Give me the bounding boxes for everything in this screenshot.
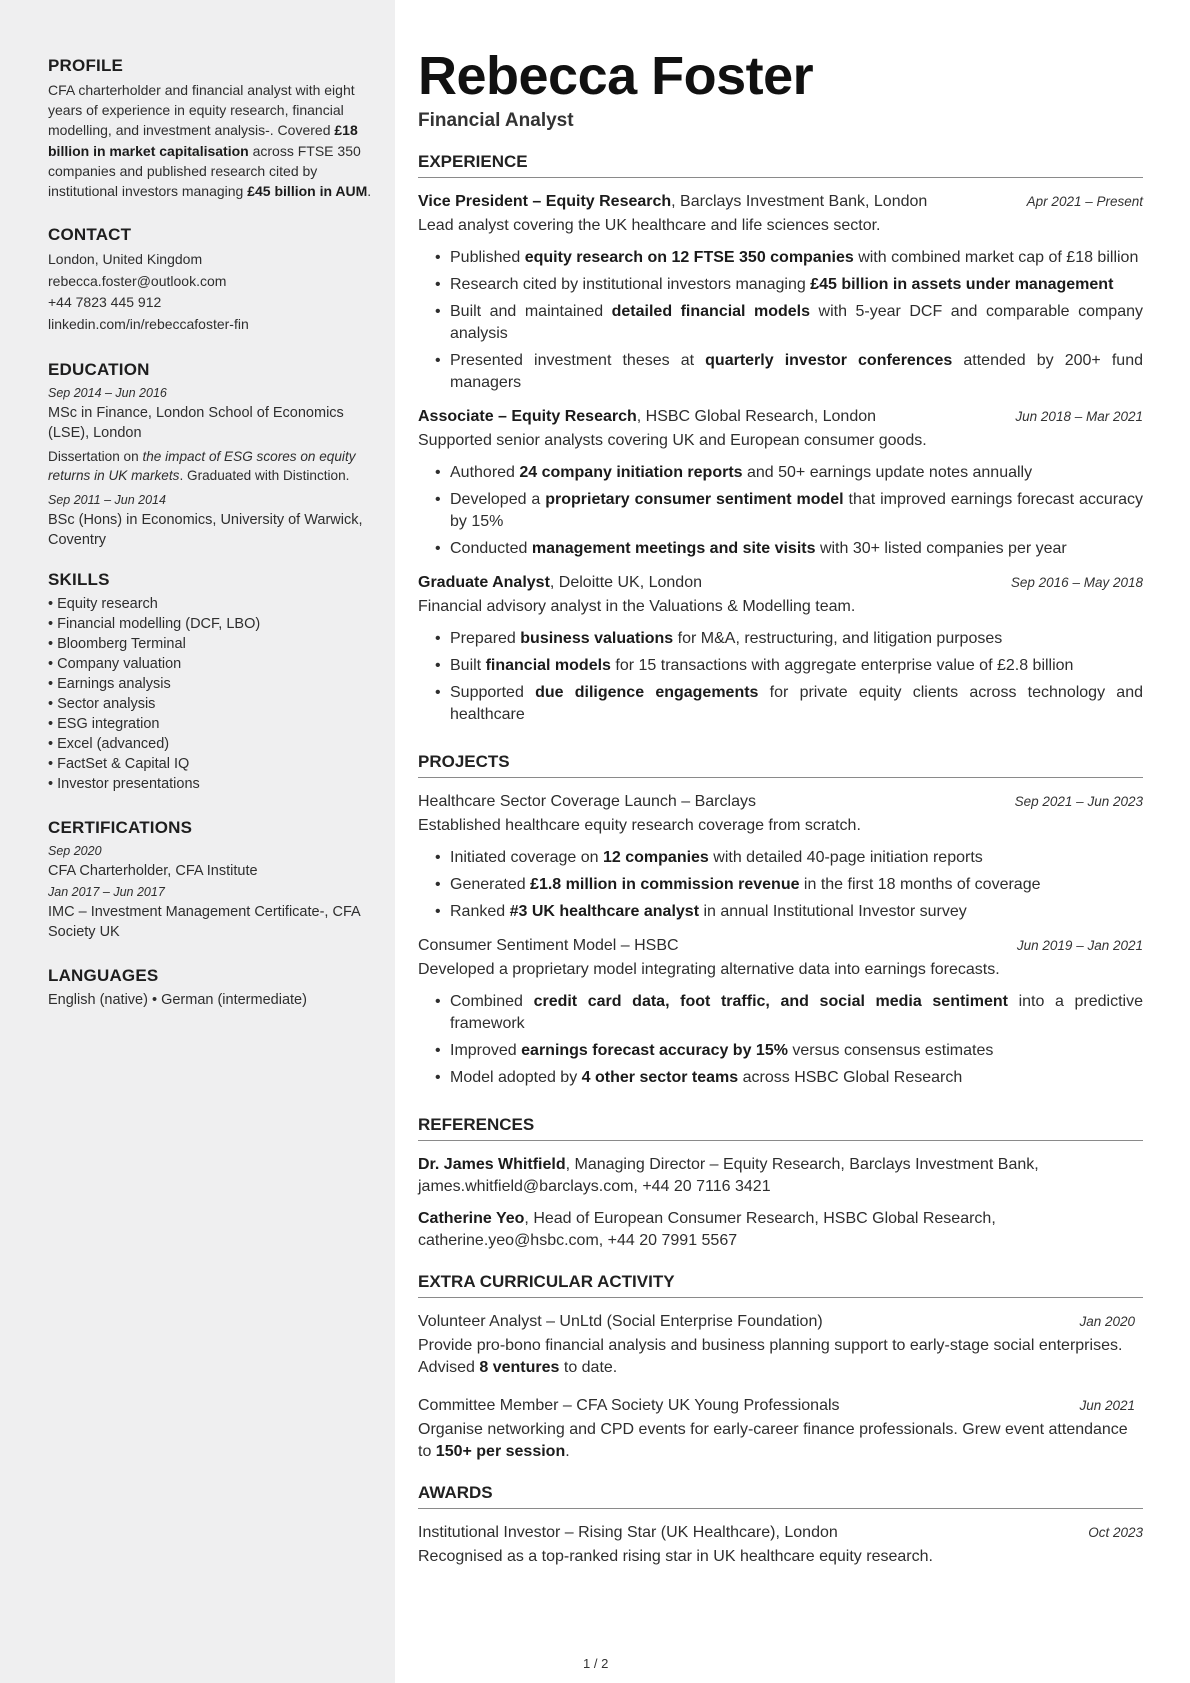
project-title: Healthcare Sector Coverage Launch – Barclays bbox=[418, 793, 756, 810]
bullet-highlight: quarterly investor conferences bbox=[705, 352, 953, 369]
bullet-text: Initiated coverage on bbox=[450, 849, 603, 866]
award-entry bbox=[418, 1522, 1143, 1568]
extracurricular-entry bbox=[418, 1311, 1143, 1379]
references-section bbox=[418, 1115, 1143, 1252]
skills-heading: SKILLS bbox=[48, 569, 110, 589]
bullet-text: Research cited by institutional investors managing bbox=[450, 276, 811, 293]
experience-heading: EXPERIENCE bbox=[418, 152, 1143, 178]
bullet-list bbox=[418, 847, 1143, 923]
bullet-text: attended by 200+ fund managers bbox=[450, 352, 1143, 391]
profile-text bbox=[48, 80, 373, 201]
reference-name: Catherine Yeo bbox=[418, 1210, 525, 1227]
bullet-text: Improved bbox=[450, 1042, 522, 1059]
reference-name: Dr. James Whitfield bbox=[418, 1156, 566, 1173]
bullet-highlight: detailed financial models bbox=[611, 303, 811, 320]
activity-highlight: 150+ per session bbox=[435, 1443, 566, 1460]
extracurricular-section bbox=[418, 1272, 1143, 1463]
bullet-item bbox=[450, 489, 1143, 533]
bullet-item bbox=[450, 538, 1143, 560]
entry-title bbox=[418, 191, 927, 213]
bullet-text: Authored bbox=[450, 464, 520, 481]
education-note-pre: Dissertation on bbox=[48, 448, 143, 464]
contact-email[interactable]: rebecca.foster@outlook.com bbox=[48, 272, 227, 289]
profile-highlight-1: £18 billion in market capitalisation bbox=[48, 122, 358, 159]
profile-heading: PROFILE bbox=[48, 56, 124, 75]
bullet-item bbox=[450, 991, 1143, 1035]
entry-summary: Developed a proprietary model integrating alternative data into earnings forecasts. bbox=[418, 961, 1000, 978]
job-org: , Deloitte UK, London bbox=[549, 574, 702, 591]
skill-item: • Sector analysis bbox=[48, 695, 156, 712]
bullet-text: with 5-year DCF and comparable company analysis bbox=[450, 303, 1143, 342]
bullet-list bbox=[418, 462, 1143, 560]
languages-text: English (native) • German (intermediate) bbox=[48, 991, 307, 1008]
extracurricular-heading: EXTRA CURRICULAR ACTIVITY bbox=[418, 1272, 1143, 1298]
bullet-item bbox=[450, 274, 1143, 296]
project-entry bbox=[418, 935, 1143, 1089]
bullet-highlight: £1.8 million in commission revenue bbox=[530, 876, 800, 893]
job-org: , HSBC Global Research, London bbox=[636, 408, 877, 425]
entry-header bbox=[418, 406, 1143, 428]
bullet-text: and 50+ earnings update notes annually bbox=[742, 464, 1033, 481]
job-org: , Barclays Investment Bank, London bbox=[671, 193, 928, 210]
bullet-text: for M&A, restructuring, and litigation purposes bbox=[673, 630, 1003, 647]
bullet-highlight: proprietary consumer sentiment model bbox=[545, 491, 844, 508]
bullet-highlight: #3 UK healthcare analyst bbox=[509, 903, 700, 920]
bullet-text: in annual Institutional Investor survey bbox=[699, 903, 967, 920]
certification-name: CFA Charterholder, CFA Institute bbox=[48, 862, 258, 879]
bullet-highlight: equity research on 12 FTSE 350 companies bbox=[524, 249, 854, 266]
bullet-text: Generated bbox=[450, 876, 531, 893]
activity-text: Provide pro-bono financial analysis and business planning support to early-stage social enterprises. Advised bbox=[418, 1337, 1123, 1376]
profile-text-3: . bbox=[367, 183, 372, 200]
bullet-text: Prepared bbox=[450, 630, 521, 647]
profile-section bbox=[48, 56, 373, 201]
certifications-heading: CERTIFICATIONS bbox=[48, 817, 193, 837]
award-description: Recognised as a top-ranked rising star in UK healthcare equity research. bbox=[418, 1548, 933, 1565]
bullet-highlight: 12 companies bbox=[603, 849, 709, 866]
education-degree: BSc (Hons) in Economics, University of Warwick, Coventry bbox=[48, 511, 363, 548]
entry-summary: Financial advisory analyst in the Valuations & Modelling team. bbox=[418, 598, 856, 615]
bullet-text: versus consensus estimates bbox=[787, 1042, 994, 1059]
entry-date: Jan 2020 bbox=[1079, 1314, 1135, 1329]
activity-text: Organise networking and CPD events for early-career finance professionals. Grew event attendance to bbox=[418, 1421, 1128, 1460]
bullet-text: with 30+ listed companies per year bbox=[815, 540, 1067, 557]
activity-text: . bbox=[565, 1443, 570, 1460]
bullet-item bbox=[450, 247, 1143, 269]
activity-description bbox=[418, 1419, 1143, 1463]
bullet-text: in the first 18 months of coverage bbox=[799, 876, 1041, 893]
bullet-text: Combined bbox=[450, 993, 534, 1010]
education-section bbox=[48, 360, 373, 550]
bullet-text: Developed a bbox=[450, 491, 546, 508]
skills-section bbox=[48, 570, 373, 794]
job-role: Vice President – Equity Research bbox=[418, 193, 672, 210]
activity-title: Volunteer Analyst – UnLtd (Social Enterprise Foundation) bbox=[418, 1313, 823, 1330]
experience-entry bbox=[418, 406, 1143, 560]
entry-date: Sep 2016 – May 2018 bbox=[1010, 575, 1143, 590]
languages-section bbox=[48, 966, 373, 1010]
activity-highlight: 8 ventures bbox=[479, 1359, 560, 1376]
bullet-text: Built and maintained bbox=[450, 303, 612, 320]
skill-item: • Financial modelling (DCF, LBO) bbox=[48, 615, 261, 632]
project-entry bbox=[418, 791, 1143, 923]
education-date: Sep 2014 – Jun 2016 bbox=[48, 385, 167, 400]
bullet-text: Presented investment theses at bbox=[450, 352, 706, 369]
skill-item: • FactSet & Capital IQ bbox=[48, 755, 190, 772]
main-content bbox=[418, 0, 1143, 1594]
candidate-title: Financial Analyst bbox=[418, 110, 574, 131]
skill-item: • Bloomberg Terminal bbox=[48, 635, 186, 652]
bullet-list bbox=[418, 991, 1143, 1089]
entry-date: Oct 2023 bbox=[1088, 1525, 1143, 1540]
activity-title: Committee Member – CFA Society UK Young Professionals bbox=[418, 1397, 840, 1414]
bullet-text: that improved earnings forecast accuracy by 15% bbox=[450, 491, 1143, 530]
entry-date: Apr 2021 – Present bbox=[1026, 194, 1143, 209]
bullet-item bbox=[450, 1067, 1143, 1089]
bullet-text: for 15 transactions with aggregate enterprise value of £2.8 billion bbox=[610, 657, 1074, 674]
job-role: Associate – Equity Research bbox=[418, 408, 637, 425]
entry-date: Jun 2021 bbox=[1079, 1398, 1135, 1413]
bullet-list bbox=[418, 628, 1143, 726]
entry-header bbox=[418, 1395, 1143, 1417]
bullet-highlight: financial models bbox=[485, 657, 611, 674]
awards-heading: AWARDS bbox=[418, 1483, 1143, 1509]
job-role: Graduate Analyst bbox=[418, 574, 550, 591]
contact-linkedin[interactable]: linkedin.com/in/rebeccafoster-fin bbox=[48, 316, 249, 332]
skill-item: • Earnings analysis bbox=[48, 675, 171, 692]
bullet-text: Supported bbox=[450, 684, 536, 701]
entry-title bbox=[418, 572, 702, 594]
activity-description bbox=[418, 1335, 1143, 1379]
bullet-highlight: credit card data, foot traffic, and social media sentiment bbox=[533, 993, 1008, 1010]
bullet-highlight: 24 company initiation reports bbox=[519, 464, 743, 481]
certification-date: Jan 2017 – Jun 2017 bbox=[48, 884, 165, 899]
bullet-item bbox=[450, 901, 1143, 923]
awards-section bbox=[418, 1483, 1143, 1568]
skill-item: • Investor presentations bbox=[48, 775, 200, 792]
education-note-topic: the impact of ESG scores on equity returns in UK markets bbox=[48, 448, 356, 484]
contact-heading: CONTACT bbox=[48, 225, 132, 245]
entry-title bbox=[418, 406, 876, 428]
contact-phone[interactable]: +44 7823 445 912 bbox=[48, 294, 162, 311]
bullet-text: Model adopted by bbox=[450, 1069, 582, 1086]
reference-item bbox=[418, 1154, 1143, 1198]
skill-item: • ESG integration bbox=[48, 715, 160, 732]
project-title: Consumer Sentiment Model – HSBC bbox=[418, 937, 679, 954]
skill-item: • Excel (advanced) bbox=[48, 735, 170, 752]
bullet-text: Ranked bbox=[450, 903, 510, 920]
certification-date: Sep 2020 bbox=[48, 843, 102, 858]
bullet-list bbox=[418, 247, 1143, 394]
bullet-text: with detailed 40-page initiation reports bbox=[708, 849, 983, 866]
experience-section bbox=[418, 152, 1143, 726]
entry-date: Sep 2021 – Jun 2023 bbox=[1014, 794, 1143, 809]
bullet-item bbox=[450, 350, 1143, 394]
education-date: Sep 2011 – Jun 2014 bbox=[48, 492, 166, 507]
candidate-name: Rebecca Foster bbox=[418, 46, 814, 106]
entry-summary: Lead analyst covering the UK healthcare and life sciences sector. bbox=[418, 217, 881, 234]
education-degree: MSc in Finance, London School of Economics (LSE), London bbox=[48, 404, 344, 441]
contact-section bbox=[48, 225, 373, 335]
bullet-text: with combined market cap of £18 billion bbox=[853, 249, 1139, 266]
bullet-item bbox=[450, 655, 1143, 677]
profile-text-2: across FTSE 350 companies and published research cited by institutional investors managing bbox=[48, 142, 361, 200]
profile-highlight-2: £45 billion in AUM bbox=[247, 183, 368, 200]
certification-name: IMC – Investment Management Certificate-, CFA Society UK bbox=[48, 903, 360, 940]
bullet-highlight: management meetings and site visits bbox=[531, 540, 816, 557]
entry-date: Jun 2019 – Jan 2021 bbox=[1016, 938, 1143, 953]
entry-header bbox=[418, 572, 1143, 594]
bullet-highlight: business valuations bbox=[520, 630, 674, 647]
entry-header bbox=[418, 935, 1143, 957]
bullet-text: Published bbox=[450, 249, 525, 266]
bullet-text: Built bbox=[450, 657, 486, 674]
bullet-text: into a predictive framework bbox=[450, 993, 1144, 1032]
bullet-item bbox=[450, 847, 1143, 869]
sidebar bbox=[0, 0, 395, 1683]
bullet-item bbox=[450, 628, 1143, 650]
bullet-highlight: earnings forecast accuracy by 15% bbox=[521, 1042, 788, 1059]
bullet-text: Conducted bbox=[450, 540, 532, 557]
experience-entry bbox=[418, 191, 1143, 394]
education-note bbox=[48, 447, 373, 486]
skill-item: • Equity research bbox=[48, 595, 158, 612]
bullet-item bbox=[450, 1040, 1143, 1062]
activity-text: to date. bbox=[559, 1359, 618, 1376]
entry-summary: Supported senior analysts covering UK and European consumer goods. bbox=[418, 432, 927, 449]
profile-text-1: CFA charterholder and financial analyst with eight years of experience in equity research, financial modelling, and investment analysis-. Covered bbox=[48, 82, 355, 139]
bullet-highlight: £45 billion in assets under management bbox=[810, 276, 1114, 293]
entry-summary: Established healthcare equity research coverage from scratch. bbox=[418, 817, 861, 834]
contact-location: London, United Kingdom bbox=[48, 251, 203, 268]
bullet-item bbox=[450, 682, 1143, 726]
certifications-section bbox=[48, 818, 373, 942]
projects-section bbox=[418, 752, 1143, 1089]
reference-item bbox=[418, 1208, 1143, 1252]
bullet-item bbox=[450, 462, 1143, 484]
education-heading: EDUCATION bbox=[48, 359, 150, 379]
entry-header bbox=[418, 1522, 1143, 1544]
bullet-text: for private equity clients across technology and healthcare bbox=[450, 684, 1143, 723]
projects-heading: PROJECTS bbox=[418, 752, 1143, 778]
entry-header bbox=[418, 191, 1143, 213]
reference-details: , Head of European Consumer Research, HSBC Global Research, catherine.yeo@hsbc.com, +44 20 7991 5567 bbox=[418, 1210, 996, 1249]
page-number: 1 / 2 bbox=[583, 1656, 609, 1671]
bullet-highlight: due diligence engagements bbox=[535, 684, 759, 701]
experience-entry bbox=[418, 572, 1143, 726]
bullet-highlight: 4 other sector teams bbox=[581, 1069, 739, 1086]
bullet-text: across HSBC Global Research bbox=[738, 1069, 963, 1086]
entry-date: Jun 2018 – Mar 2021 bbox=[1015, 409, 1143, 424]
bullet-item bbox=[450, 301, 1143, 345]
references-heading: REFERENCES bbox=[418, 1115, 1143, 1141]
reference-details: , Managing Director – Equity Research, Barclays Investment Bank, james.whitfield@barclays.com, +44 20 7116 3421 bbox=[418, 1156, 1039, 1195]
education-note-post: . Graduated with Distinction. bbox=[179, 468, 350, 484]
entry-header bbox=[418, 791, 1143, 813]
bullet-item bbox=[450, 874, 1143, 896]
award-title: Institutional Investor – Rising Star (UK Healthcare), London bbox=[418, 1524, 838, 1541]
languages-heading: LANGUAGES bbox=[48, 965, 159, 985]
extracurricular-entry bbox=[418, 1395, 1143, 1463]
skill-item: • Company valuation bbox=[48, 655, 182, 672]
entry-header bbox=[418, 1311, 1143, 1333]
